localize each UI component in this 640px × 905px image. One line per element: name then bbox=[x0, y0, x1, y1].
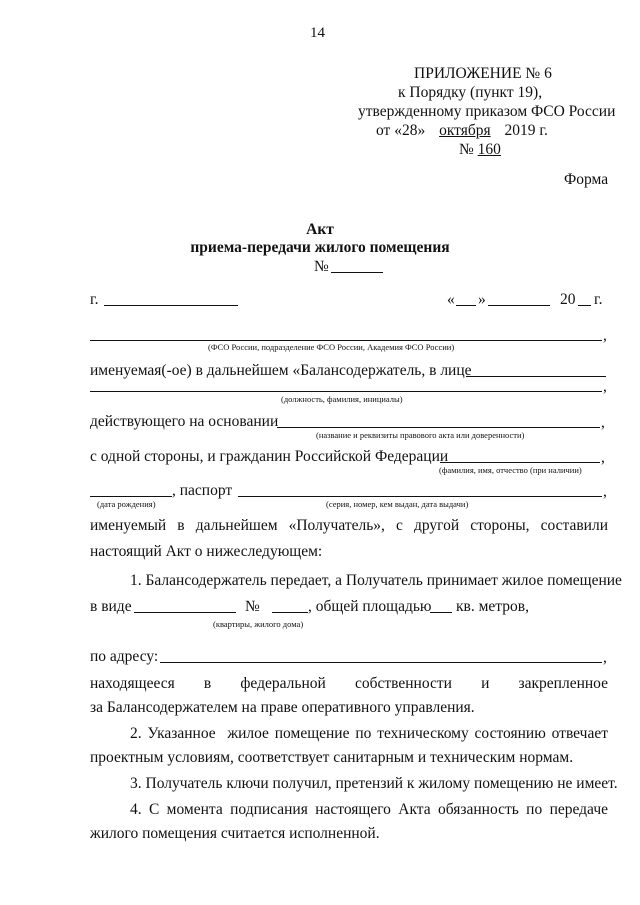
date-open-quote: « bbox=[447, 291, 455, 308]
comma: , bbox=[601, 414, 605, 431]
comma: , bbox=[603, 483, 607, 500]
comma: , bbox=[603, 378, 607, 395]
located-word: закрепленное bbox=[518, 675, 608, 692]
recipient-line-1: именуемый в дальнейшем «Получатель», с другой стороны, составили bbox=[90, 517, 608, 534]
holder-person-field bbox=[466, 376, 606, 377]
year-field bbox=[578, 305, 591, 306]
point-1-area: , общей площадью bbox=[308, 598, 432, 615]
located-line-1 bbox=[90, 676, 608, 692]
appendix-title: ПРИЛОЖЕНИЕ № 6 bbox=[414, 65, 552, 82]
address-label: по адресу: bbox=[90, 648, 159, 665]
premises-type-field bbox=[134, 612, 236, 613]
act-number-field bbox=[331, 272, 383, 273]
org-hint: (ФСО России, подразделение ФСО России, Академия ФСО России) bbox=[208, 342, 455, 352]
basis-field bbox=[277, 427, 600, 428]
basis-hint: (название и реквизиты правового акта или доверенности) bbox=[316, 430, 525, 440]
passport-hint: (серия, номер, кем выдан, дата выдачи) bbox=[326, 499, 469, 509]
page-number: 14 bbox=[310, 25, 325, 41]
appendix-date-prefix: от «28» bbox=[376, 122, 426, 139]
person-hint: (должность, фамилия, инициалы) bbox=[281, 394, 403, 404]
appendix-number bbox=[459, 142, 501, 158]
org-field bbox=[90, 340, 602, 341]
passport-field bbox=[238, 496, 602, 497]
located-word: и bbox=[481, 675, 490, 692]
point-1-number: № bbox=[245, 598, 260, 615]
holder-person-field-2 bbox=[90, 391, 602, 392]
acting-basis-text: действующего на основании bbox=[90, 413, 279, 430]
fio-hint: (фамилия, имя, отчество (при наличии) bbox=[439, 465, 582, 475]
located-word: находящееся bbox=[90, 675, 175, 692]
appendix-reference: к Порядку (пункт 19), bbox=[398, 84, 543, 101]
date-close-quote: » bbox=[478, 291, 486, 308]
point-1-line-1: 1. Балансодержатель передает, а Получатель принимает жилое помещение bbox=[130, 572, 622, 589]
located-word: федеральной bbox=[240, 675, 326, 692]
named-holder-text: именуемая(-ое) в дальнейшем «Балансодержатель, в лице bbox=[90, 362, 472, 379]
located-word: собственности bbox=[354, 675, 452, 692]
city-prefix: г. bbox=[90, 291, 99, 308]
point-4-line-1: 4. С момента подписания настоящего Акта обязанность по передаче bbox=[130, 801, 608, 818]
appendix-number-value: 160 bbox=[477, 141, 501, 158]
located-word: в bbox=[203, 675, 212, 692]
year-suffix: г. bbox=[594, 291, 603, 308]
premises-hint: (квартиры, жилого дома) bbox=[213, 619, 304, 629]
act-number-label: № bbox=[314, 258, 329, 275]
located-line-2: за Балансодержателем на праве оперативного управления. bbox=[90, 699, 475, 716]
appendix-date-year: 2019 г. bbox=[504, 122, 548, 139]
comma: , bbox=[603, 649, 607, 666]
city-field bbox=[104, 305, 238, 306]
appendix-date bbox=[376, 123, 548, 139]
day-field bbox=[456, 305, 476, 306]
month-field bbox=[488, 305, 550, 306]
one-side-text: с одной стороны, и гражданин Российской Федерации bbox=[90, 448, 449, 465]
point-1-in-form: в виде bbox=[90, 598, 132, 615]
point-1-sqm: кв. метров, bbox=[456, 598, 529, 615]
act-subtitle: приема-передачи жилого помещения bbox=[190, 239, 450, 256]
form-label: Форма bbox=[564, 171, 609, 188]
point-3: 3. Получатель ключи получил, претензий к жилому помещению не имеет. bbox=[130, 775, 618, 792]
premises-number-field bbox=[272, 612, 308, 613]
point-2-line-2: проектным условиям, соответствует санитарным и техническим нормам. bbox=[90, 749, 574, 766]
act-title: Акт bbox=[306, 221, 334, 238]
area-field bbox=[430, 612, 452, 613]
year-prefix: 20 bbox=[560, 291, 576, 308]
appendix-approved: утвержденному приказом ФСО России bbox=[358, 103, 616, 120]
passport-label: , паспорт bbox=[172, 482, 233, 499]
appendix-number-prefix: № bbox=[459, 141, 474, 158]
comma: , bbox=[603, 327, 607, 344]
comma: , bbox=[601, 449, 605, 466]
birth-hint: (дата рождения) bbox=[97, 499, 156, 509]
birth-field bbox=[90, 496, 172, 497]
point-4-line-2: жилого помещения считается исполненной. bbox=[90, 825, 380, 842]
recipient-line-2: настоящий Акт о нижеследующем: bbox=[90, 543, 323, 560]
fio-field bbox=[440, 462, 600, 463]
point-2-line-1: 2. Указанное жилое помещение по техническому состоянию отвечает bbox=[130, 725, 608, 742]
appendix-date-month: октября bbox=[439, 122, 491, 139]
address-field bbox=[160, 662, 602, 663]
